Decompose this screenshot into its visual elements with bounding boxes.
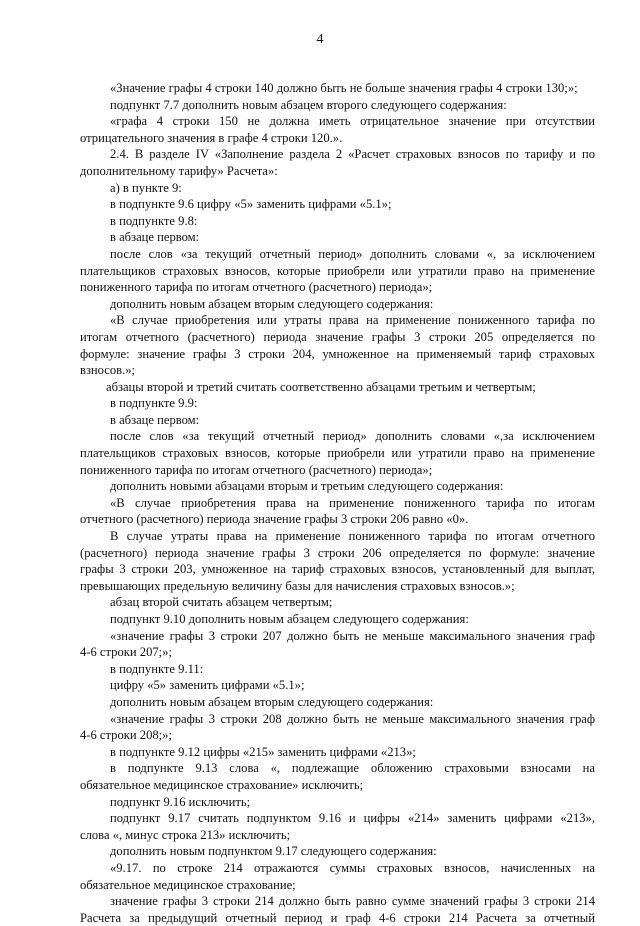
text-line: (расчетного) периода значение графы 3 строки 206 определяется по формуле: значение	[80, 545, 595, 560]
text-line: 2.4. В разделе IV «Заполнение раздела 2 «Расчет страховых взносов по тарифу и по	[110, 147, 595, 162]
text-line: «значение графы 3 строки 207 должно быть не меньше максимального значения граф	[110, 628, 595, 643]
text-line: в подпункте 9.8:	[110, 213, 198, 228]
text-line: абзацы второй и третий считать соответственно абзацами третьим и четвертым;	[106, 379, 536, 394]
text-line: графы 3 строки 203, умноженное на тариф страховых взносов, установленный для выплат,	[80, 562, 595, 577]
text-line: превышающих предельную величину базы для начисления страховых взносов.»;	[80, 578, 515, 593]
text-line: после слов «за текущий отчетный период» дополнить словами «, за исключением	[110, 246, 595, 261]
text-line: дополнить новыми абзацами вторым и третьим следующего содержания:	[110, 479, 504, 494]
text-line: абзац второй считать абзацем четвертым;	[110, 595, 333, 610]
text-line: в абзаце первом:	[110, 412, 200, 427]
text-line: «значение графы 3 строки 208 должно быть не меньше максимального значения граф	[110, 711, 595, 726]
text-line: в подпункте 9.9:	[110, 396, 198, 411]
text-line: 4-6 строки 208;»;	[80, 728, 172, 743]
text-line: в подпункте 9.12 цифры «215» заменить цифрами «213»;	[110, 744, 416, 759]
text-line: после слов «за текущий отчетный период» дополнить словами «,за исключением	[110, 429, 595, 444]
text-line: в подпункте 9.13 слова «, подлежащие обложению страховыми взносами на	[110, 761, 595, 776]
text-line: дополнить новым абзацем вторым следующего содержания:	[110, 694, 434, 709]
text-line: цифру «5» заменить цифрами «5.1»;	[110, 678, 305, 693]
text-line: пониженного тарифа по итогам отчетного (расчетного) периода»;	[80, 462, 433, 477]
text-line: подпункт 7.7 дополнить новым абзацем второго следующего содержания:	[110, 97, 507, 112]
text-line: обязательное медицинское страхование» исключить;	[80, 777, 364, 792]
text-line: а) в пункте 9:	[110, 180, 182, 195]
page-number: 4	[316, 32, 324, 47]
text-line: «9.17. по строке 214 отражаются суммы страховых взносов, начисленных на	[110, 860, 595, 875]
text-line: плательщиков страховых взносов, которые приобрели или утратили право на применение	[80, 446, 595, 461]
text-line: подпункт 9.10 дополнить новым абзацем следующего содержания:	[110, 612, 469, 626]
text-line: дополнительному тарифу» Расчета»:	[80, 163, 278, 178]
text-line: формуле: значение графы 3 строки 204, умноженное на применяемый тариф страховых	[80, 346, 595, 361]
text-line: отчетного (расчетного) периода значение графы 3 строки 206 равно «0».	[80, 512, 469, 527]
text-line: в подпункте 9.11:	[110, 661, 204, 676]
text-line: обязательное медицинское страхование;	[80, 877, 296, 892]
text-line: подпункт 9.16 исключить;	[110, 794, 251, 809]
text-line: В случае утраты права на применение пониженного тарифа по итогам отчетного	[110, 529, 595, 544]
text-line: слова «, минус строка 213» исключить;	[80, 827, 291, 842]
text-line: в абзаце первом:	[110, 230, 200, 245]
text-line: в подпункте 9.6 цифру «5» заменить цифрами «5.1»;	[110, 197, 392, 212]
text-line: дополнить новым абзацем вторым следующего содержания:	[110, 296, 434, 311]
text-line: «В случае приобретения или утраты права на применение пониженного тарифа по	[110, 313, 595, 328]
text-line: Расчета за предыдущий отчетный период и граф 4-6 строки 214 Расчета за отчетный	[80, 910, 595, 925]
text-line: взносов.»;	[80, 363, 136, 378]
text-line: дополнить новым подпунктом 9.17 следующего содержания:	[110, 844, 437, 859]
text-line: «В случае приобретения права на применение пониженного тарифа по итогам	[110, 495, 595, 510]
text-line: итогам отчетного (расчетного) периода значение графы 3 строки 205 определяется по	[80, 329, 595, 344]
text-line: отрицательного значения в графе 4 строки 120.».	[80, 130, 343, 145]
document-body	[80, 80, 595, 926]
text-line: 4-6 строки 207;»;	[80, 645, 172, 660]
text-line: «графа 4 строки 150 не должна иметь отрицательное значение при отсутствии	[110, 114, 595, 129]
text-line: «Значение графы 4 строки 140 должно быть не больше значения графы 4 строки 130;»;	[110, 81, 578, 95]
text-line: значение графы 3 строки 214 должно быть равно сумме значений графы 3 строки 214	[110, 894, 595, 909]
text-line: плательщиков страховых взносов, которые приобрели или утратили право на применение	[80, 263, 595, 278]
text-line: подпункт 9.17 считать подпунктом 9.16 и цифры «214» заменить цифрами «213»,	[110, 811, 595, 826]
text-line: пониженного тарифа по итогам отчетного (расчетного) периода»;	[80, 280, 433, 295]
